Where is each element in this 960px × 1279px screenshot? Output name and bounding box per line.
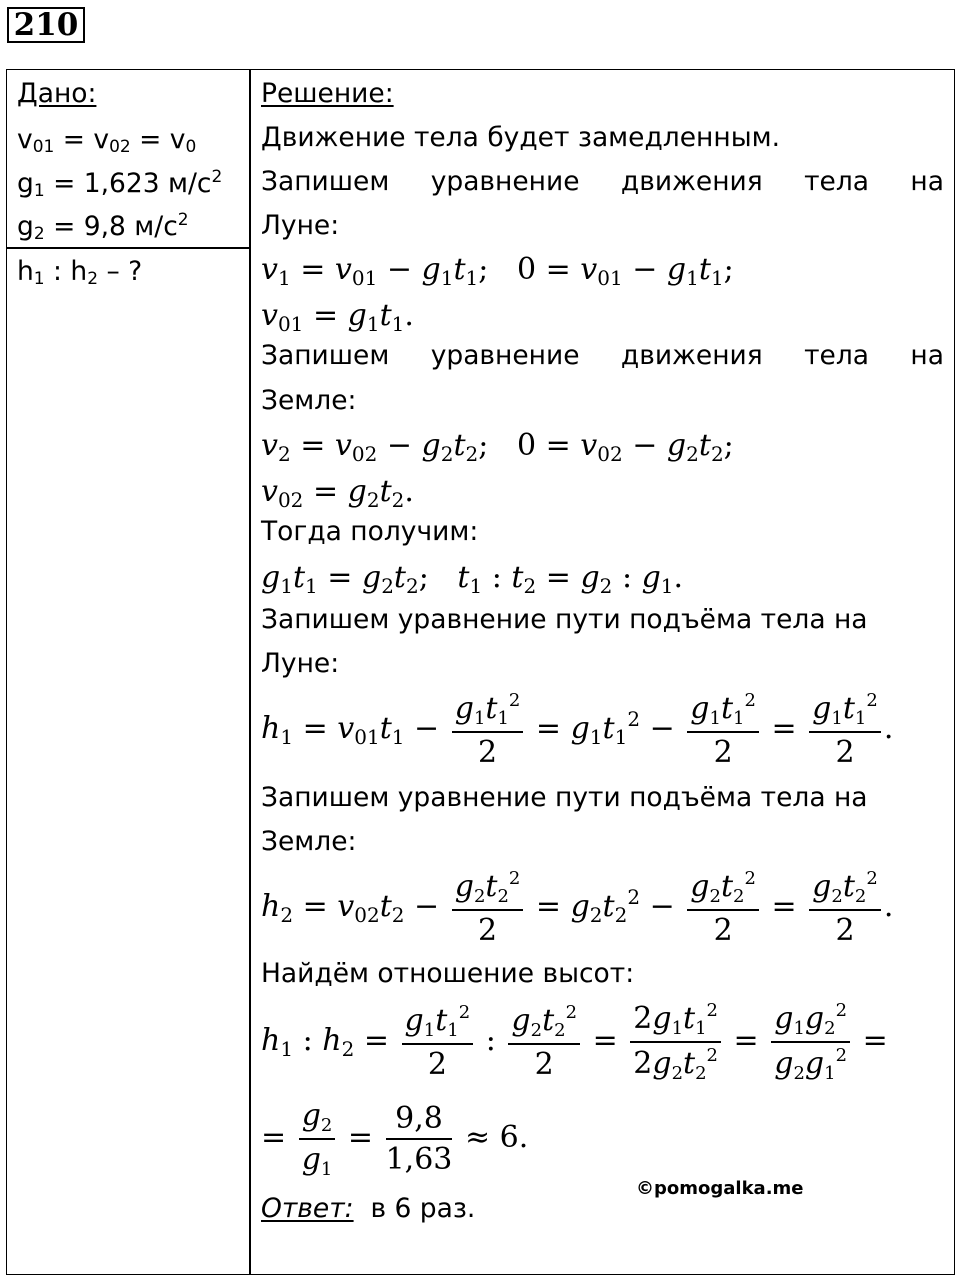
- find-line: $h_1$ : $h_2$ – ?: [17, 256, 143, 289]
- solution-text-10: Земле:: [261, 826, 357, 857]
- column-divider: [249, 69, 251, 1275]
- solution-text-6: Тогда получим:: [261, 516, 479, 547]
- answer-text: в 6 раз.: [370, 1193, 476, 1224]
- solution-text-3: Луне:: [261, 210, 340, 241]
- solution-text-11: Найдём отношение высот:: [261, 958, 635, 989]
- given-line-3: $g_2 = 9,8$ $м/с^2$: [17, 210, 189, 244]
- formula-4: $v_{02} = g_2t_2$.: [261, 474, 414, 512]
- watermark: ©pomogalka.me: [636, 1178, 804, 1199]
- formula-1: $v_1 = v_{01} - g_1t_1$; $0 = v_{01} - g_1t_1$;: [261, 252, 734, 290]
- formula-2: $v_{01} = g_1t_1$.: [261, 298, 414, 336]
- formula-8: $h_1$ : $h_2$ = $\frac{g_1t_1^2}{2}$ : $\frac{g_2t_2^2}{2}$ = $\frac{2g_1t_1^2}{2g_2t_2^2}$ = $\frac{g_1g_2^2}{g_2g_1^2}$ =: [261, 1000, 888, 1084]
- solution-text-4: Запишем уравнение движения тела на: [261, 340, 944, 371]
- formula-7: $h_2 = v_{02}t_2$ − $\frac{g_2t_2^2}{2}$ = $g_2t_2^2$ − $\frac{g_2t_2^2}{2}$ = $\frac{g_2t_2^2}{2}$ .: [261, 868, 894, 948]
- given-divider: [6, 247, 250, 249]
- formula-6: $h_1 = v_{01}t_1$ − $\frac{g_1t_1^2}{2}$ = $g_1t_1^2$ − $\frac{g_1t_1^2}{2}$ = $\frac{g_1t_1^2}{2}$ .: [261, 690, 894, 770]
- solution-text-1: Движение тела будет замедленным.: [261, 122, 781, 153]
- solution-table: [6, 69, 955, 1275]
- given-line-2: $g_1 = 1,623$ $м/с^2$: [17, 167, 223, 201]
- formula-9: = $\frac{g_2}{g_1}$ = $\frac{9,8}{1,63}$ ≈ 6.: [261, 1098, 529, 1180]
- solution-text-2: Запишем уравнение движения тела на: [261, 166, 944, 197]
- solution-text-7: Запишем уравнение пути подъёма тела на: [261, 604, 868, 635]
- solution-text-8: Луне:: [261, 648, 340, 679]
- problem-number: 210: [7, 7, 85, 43]
- answer-line: [261, 1193, 475, 1224]
- given-heading: Дано:: [17, 78, 97, 109]
- formula-5: $g_1t_1 = g_2t_2$; $t_1$ : $t_2 = g_2$ : $g_1$.: [261, 560, 684, 598]
- formula-3: $v_2 = v_{02} - g_2t_2$; $0 = v_{02} - g_2t_2$;: [261, 428, 734, 466]
- answer-label: Ответ:: [261, 1193, 354, 1224]
- solution-heading: Решение:: [261, 78, 394, 109]
- solution-text-5: Земле:: [261, 385, 357, 416]
- solution-text-9: Запишем уравнение пути подъёма тела на: [261, 782, 868, 813]
- given-line-1: $v_{01} = v_{02} = v_0$: [17, 124, 197, 157]
